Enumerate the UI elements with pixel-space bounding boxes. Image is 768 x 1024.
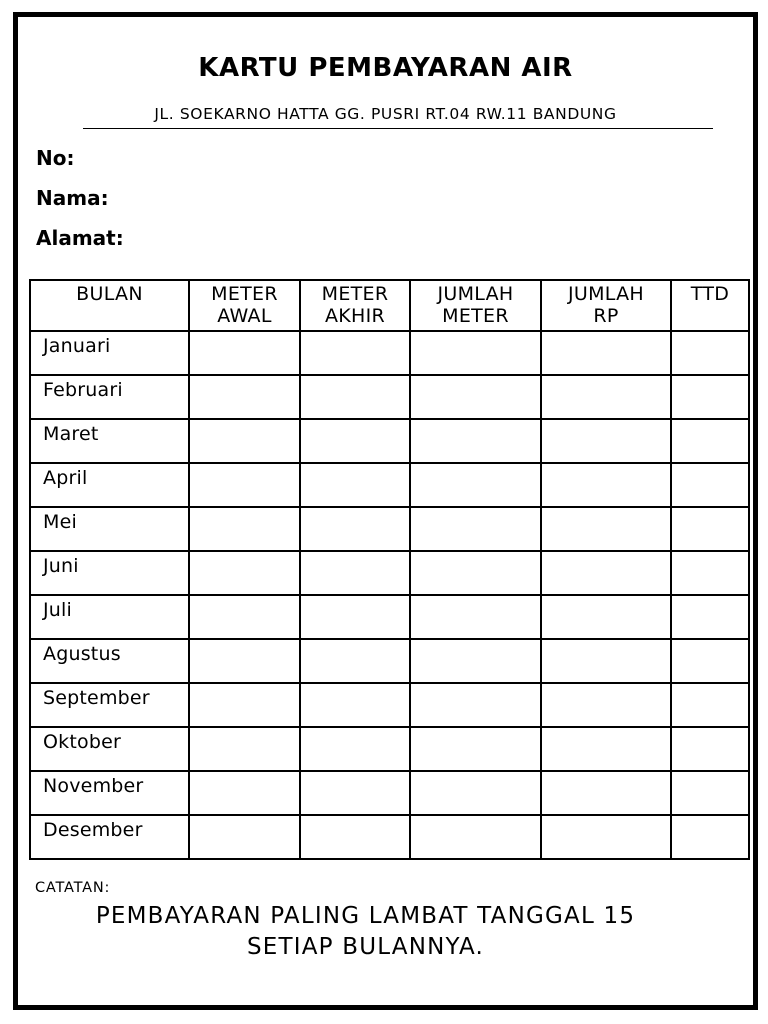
header-jumlah-meter: JUMLAH METER [410,280,541,331]
jumlah-meter-cell [410,815,541,859]
jumlah-rp-cell [541,727,671,771]
meter-awal-cell [189,683,300,727]
jumlah-meter-cell [410,727,541,771]
header-jumlah-rp: JUMLAH RP [541,280,671,331]
ttd-cell [671,639,749,683]
ttd-cell [671,551,749,595]
table-row [30,683,749,727]
month-cell: Juli [30,595,189,639]
meter-awal-cell [189,771,300,815]
meter-akhir-cell [300,815,410,859]
jumlah-meter-cell [410,419,541,463]
meter-awal-cell [189,639,300,683]
jumlah-meter-cell [410,683,541,727]
jumlah-meter-cell [410,331,541,375]
jumlah-rp-cell [541,639,671,683]
header-divider [83,128,713,129]
header-meter-awal: METER AWAL [189,280,300,331]
table-row [30,551,749,595]
table-row [30,375,749,419]
field-no-label: No: [36,146,75,170]
jumlah-rp-cell [541,595,671,639]
jumlah-rp-cell [541,375,671,419]
notes-text [18,901,713,963]
jumlah-meter-cell [410,507,541,551]
jumlah-meter-cell [410,463,541,507]
jumlah-rp-cell [541,507,671,551]
meter-akhir-cell [300,771,410,815]
month-cell: Desember [30,815,189,859]
field-nama-label: Nama: [36,186,109,210]
notes-text-line1: PEMBAYARAN PALING LAMBAT TANGGAL 15 [95,903,636,929]
table-row [30,331,749,375]
meter-akhir-cell [300,639,410,683]
meter-akhir-cell [300,507,410,551]
meter-akhir-cell [300,463,410,507]
meter-akhir-cell [300,595,410,639]
jumlah-rp-cell [541,331,671,375]
month-cell: Mei [30,507,189,551]
card-address: JL. SOEKARNO HATTA GG. PUSRI RT.04 RW.11 BANDUNG [154,105,617,123]
header-ttd: TTD [671,280,749,331]
table-row [30,727,749,771]
meter-akhir-cell [300,683,410,727]
month-cell: Januari [30,331,189,375]
month-cell: Oktober [30,727,189,771]
table-row [30,595,749,639]
month-cell: Juni [30,551,189,595]
meter-awal-cell [189,551,300,595]
month-cell: Agustus [30,639,189,683]
ttd-cell [671,727,749,771]
meter-awal-cell [189,595,300,639]
meter-awal-cell [189,331,300,375]
month-cell: April [30,463,189,507]
month-cell: Maret [30,419,189,463]
header-bulan: BULAN [30,280,189,331]
meter-akhir-cell [300,551,410,595]
notes-label: CATATAN: [35,880,111,896]
jumlah-rp-cell [541,551,671,595]
ttd-cell [671,331,749,375]
meter-awal-cell [189,815,300,859]
table-row [30,507,749,551]
table-row [30,815,749,859]
payment-table [29,279,750,860]
meter-akhir-cell [300,727,410,771]
field-alamat-label: Alamat: [36,226,124,250]
month-cell: Februari [30,375,189,419]
ttd-cell [671,419,749,463]
meter-akhir-cell [300,331,410,375]
ttd-cell [671,507,749,551]
jumlah-meter-cell [410,375,541,419]
notes-text-line2: SETIAP BULANNYA. [246,934,485,960]
jumlah-meter-cell [410,551,541,595]
month-cell: November [30,771,189,815]
jumlah-meter-cell [410,771,541,815]
meter-awal-cell [189,419,300,463]
meter-awal-cell [189,727,300,771]
meter-akhir-cell [300,375,410,419]
meter-awal-cell [189,375,300,419]
table-row [30,419,749,463]
ttd-cell [671,771,749,815]
jumlah-rp-cell [541,463,671,507]
card-title: KARTU PEMBAYARAN AIR [198,53,573,83]
table-header-row [30,280,749,331]
ttd-cell [671,815,749,859]
jumlah-rp-cell [541,419,671,463]
jumlah-meter-cell [410,595,541,639]
table-row [30,639,749,683]
table-row [30,771,749,815]
month-cell: September [30,683,189,727]
meter-awal-cell [189,507,300,551]
jumlah-meter-cell [410,639,541,683]
meter-awal-cell [189,463,300,507]
jumlah-rp-cell [541,815,671,859]
table-row [30,463,749,507]
ttd-cell [671,683,749,727]
header-meter-akhir: METER AKHIR [300,280,410,331]
meter-akhir-cell [300,419,410,463]
ttd-cell [671,463,749,507]
ttd-cell [671,595,749,639]
jumlah-rp-cell [541,771,671,815]
water-payment-card [13,12,758,1010]
ttd-cell [671,375,749,419]
jumlah-rp-cell [541,683,671,727]
